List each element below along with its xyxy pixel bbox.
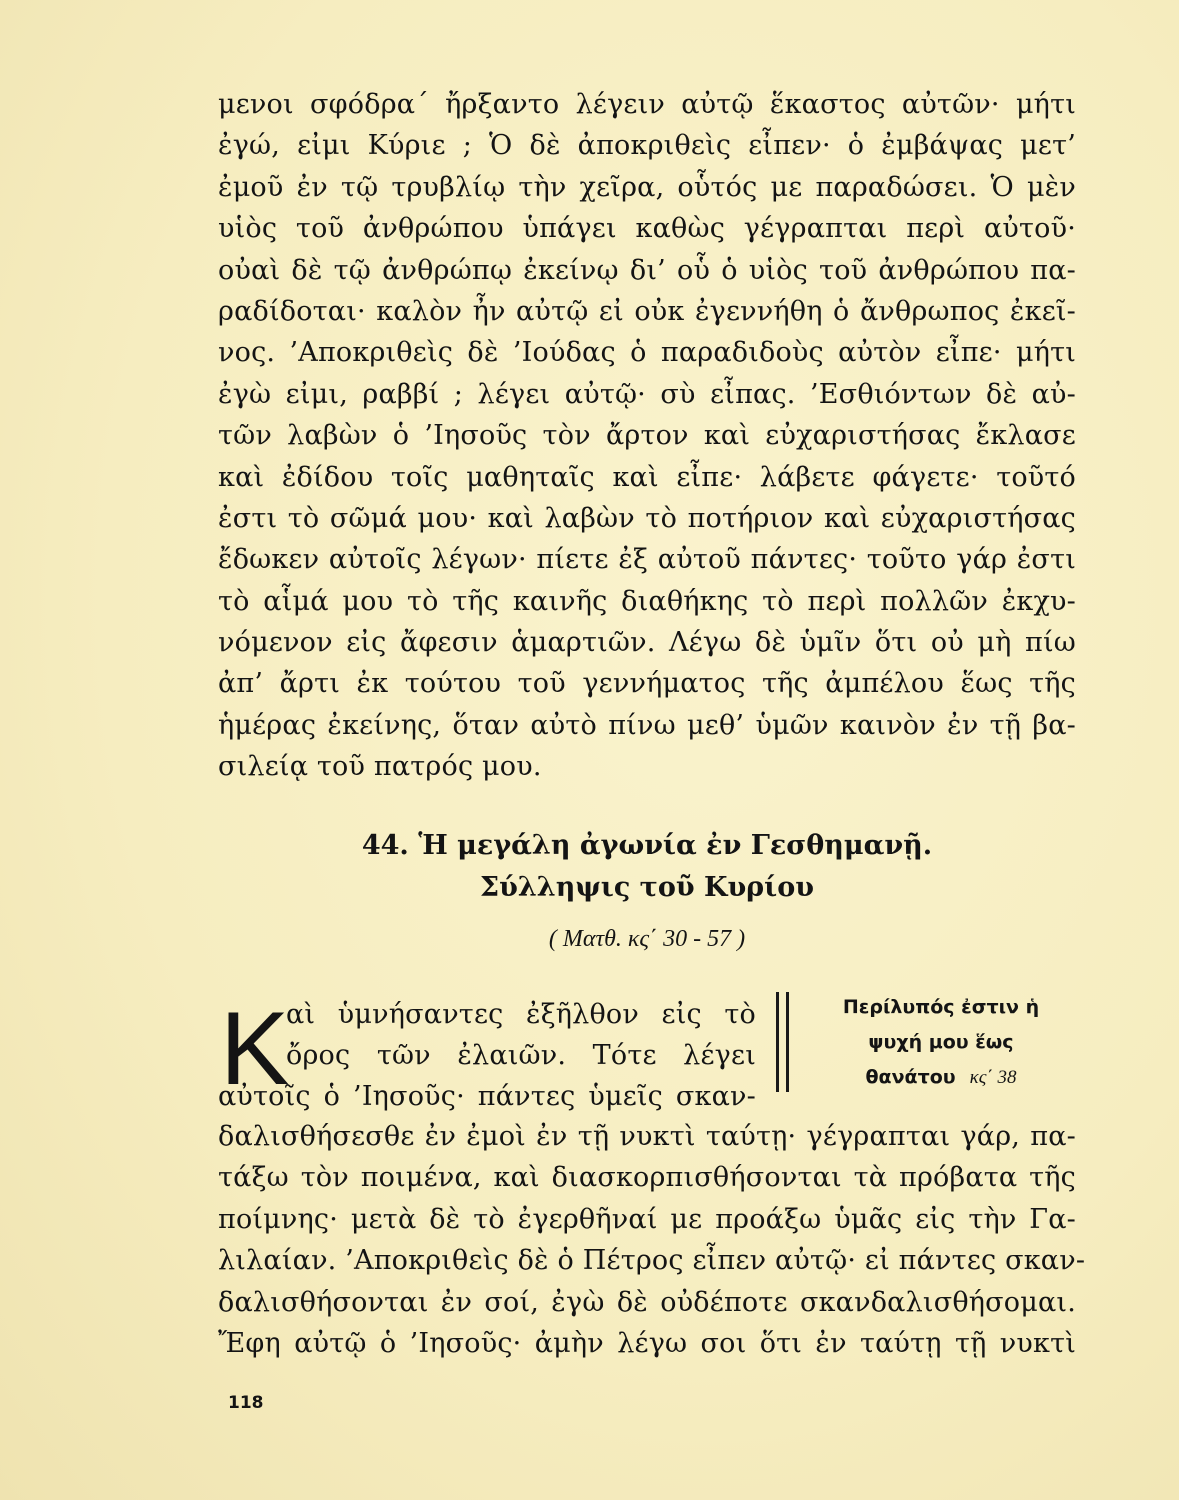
body-text-top bbox=[218, 84, 1076, 788]
text-line: ραδίδοται· καλὸν ἦν αὐτῷ εἰ οὐκ ἐγεννήθη ὁ ἄνθρωπος ἐκεῖ- bbox=[218, 295, 1076, 327]
margin-note-reference: κς΄ 38 bbox=[969, 1067, 1017, 1088]
section-subtitle: Σύλληψις τοῦ Κυρίου bbox=[480, 872, 814, 903]
text-line: νόμενον εἰς ἄφεσιν ἁμαρτιῶν. Λέγω δὲ ὑμῖν ὅτι οὐ μὴ πίω bbox=[218, 627, 1076, 659]
text-line: αὐτοῖς ὁ ’Ιησοῦς· πάντες ὑμεῖς σκαν- bbox=[218, 1081, 756, 1112]
text-line: οὐαὶ δὲ τῷ ἀνθρώπῳ ἐκείνῳ δι’ οὗ ὁ υἱὸς τοῦ ἀνθρώπου πα- bbox=[218, 254, 1076, 286]
text-line: ἀπ’ ἄρτι ἐκ τούτου τοῦ γεννήματος τῆς ἀμπέλου ἕως τῆς bbox=[218, 668, 1076, 700]
text-line: τῶν λαβὼν ὁ ’Ιησοῦς τὸν ἄρτον καὶ εὐχαριστήσας ἔκλασε bbox=[218, 420, 1076, 452]
text-line: ἐγώ, εἰμι Κύριε ; Ὁ δὲ ἀποκριθεὶς εἶπεν· ὁ ἐμβάψας μετ’ bbox=[218, 130, 1076, 162]
margin-note-text: θανάτου bbox=[865, 1066, 956, 1088]
text-line: υἱὸς τοῦ ἀνθρώπου ὑπάγει καθὼς γέγραπται περὶ αὐτοῦ· bbox=[218, 213, 1076, 245]
drop-cap: Κ bbox=[220, 991, 290, 1107]
text-line: Ἔφη αὐτῷ ὁ ’Ιησοῦς· ἀμὴν λέγω σοι ὅτι ἐν ταύτῃ τῇ νυκτὶ bbox=[218, 1327, 1076, 1359]
text-line: δαλισθήσονται ἐν σοί, ἐγὼ δὲ οὐδέποτε σκανδαλισθήσομαι. bbox=[218, 1286, 1076, 1318]
text-line: τάξω τὸν ποιμένα, καὶ διασκορπισθήσονται τὰ πρόβατα τῆς bbox=[218, 1162, 1076, 1194]
section-title: 44. Ἡ μεγάλη ἀγωνία ἐν Γεσθημανῇ. bbox=[361, 830, 933, 861]
text-line: ὄρος τῶν ἐλαιῶν. Τότε λέγει bbox=[286, 1040, 756, 1072]
margin-note bbox=[806, 990, 1076, 1095]
text-line: σιλείᾳ τοῦ πατρός μου. bbox=[218, 751, 542, 783]
text-line: καὶ ἐδίδου τοῖς μαθηταῖς καὶ εἶπε· λάβετε φάγετε· τοῦτό bbox=[218, 461, 1076, 493]
text-line: αὶ ὑμνήσαντες ἐξῆλθον εἰς τὸ bbox=[286, 999, 756, 1030]
intro-text bbox=[286, 994, 756, 1077]
margin-rule bbox=[776, 992, 779, 1092]
margin-note-line: ψυχή μου ἕως bbox=[868, 1031, 1014, 1053]
text-line: ἐμοῦ ἐν τῷ τρυβλίῳ τὴν χεῖρα, οὗτός με παραδώσει. Ὁ μὲν bbox=[218, 171, 1076, 203]
margin-note-line: Περίλυπός ἐστιν ἡ bbox=[842, 996, 1040, 1018]
section-reference: ( Ματθ. κς΄ 30 - 57 ) bbox=[548, 926, 746, 952]
page-number: 118 bbox=[228, 1393, 264, 1413]
text-line: ἔδωκεν αὐτοῖς λέγων· πίετε ἐξ αὐτοῦ πάντες· τοῦτο γάρ ἐστι bbox=[218, 544, 1076, 576]
text-line: ἐγὼ εἰμι, ραββί ; λέγει αὐτῷ· σὺ εἶπας. ’Εσθιόντων δὲ αὐ- bbox=[218, 378, 1076, 410]
margin-note-line bbox=[806, 1060, 1076, 1095]
text-line: λιλαίαν. ’Αποκριθεὶς δὲ ὁ Πέτρος εἶπεν αὐτῷ· εἰ πάντες σκαν- bbox=[218, 1245, 1086, 1277]
text-line: ποίμνης· μετὰ δὲ τὸ ἐγερθῆναί με προάξω ὑμᾶς εἰς τὴν Γα- bbox=[218, 1203, 1076, 1235]
text-line: μενοι σφόδρα΄ ἤρξαντο λέγειν αὐτῷ ἕκαστος αὐτῶν· μήτι bbox=[218, 89, 1076, 120]
text-line: δαλισθήσεσθε ἐν ἐμοὶ ἐν τῇ νυκτὶ ταύτῃ· γέγραπται γάρ, πα- bbox=[218, 1121, 1076, 1152]
margin-rule bbox=[786, 992, 789, 1092]
text-line: ἐστι τὸ σῶμά μου· καὶ λαβὼν τὸ ποτήριον καὶ εὐχαριστήσας bbox=[218, 502, 1076, 534]
text-line: ἡμέρας ἐκείνης, ὅταν αὐτὸ πίνω μεθ’ ὑμῶν καινὸν ἐν τῇ βα- bbox=[218, 709, 1076, 741]
intro-text-last bbox=[218, 1076, 756, 1117]
text-line: νος. ’Αποκριθεὶς δὲ ’Ιούδας ὁ παραδιδοὺς αὐτὸν εἶπε· μήτι bbox=[218, 337, 1076, 369]
body-text-bottom bbox=[218, 1116, 1086, 1364]
text-line: τὸ αἷμά μου τὸ τῆς καινῆς διαθήκης τὸ περὶ πολλῶν ἐκχυ- bbox=[218, 585, 1076, 617]
